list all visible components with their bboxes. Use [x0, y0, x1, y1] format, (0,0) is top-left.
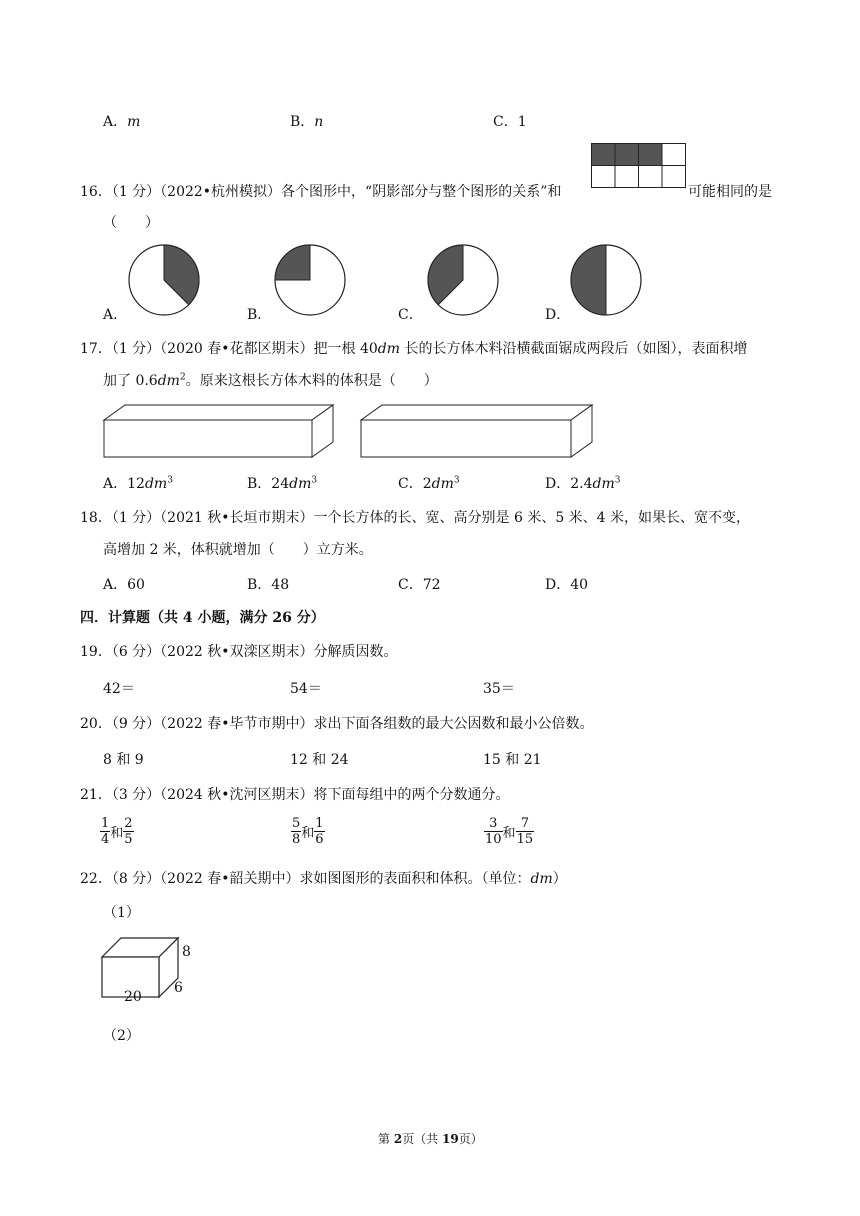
q16-pie-d [570, 244, 644, 318]
reference-bar-cell [615, 144, 639, 166]
reference-bar-cell [639, 166, 663, 188]
reference-bar-cell [639, 144, 663, 166]
q22-dim-height: 8 [182, 944, 191, 960]
q15-option-a: A．m [103, 114, 141, 130]
section-heading: 四．计算题（共 4 小题，满分 26 分） [80, 610, 325, 626]
q22-part2-label: （2） [103, 1028, 140, 1044]
q17-option-d: D．$2.4dm^3$ [545, 475, 621, 492]
q22-dim-length: 20 [124, 989, 142, 1005]
q16-option-b-label: B． [247, 307, 272, 323]
q18-line2: 高增加 2 米，体积就增加（ ）立方米。 [103, 542, 373, 558]
q21-pair-3: $\frac{3}{10}$ 和 $\frac{7}{15}$ [485, 816, 534, 847]
q22-dim-width: 6 [174, 980, 183, 996]
q16-stem-tail: 可能相同的是 [688, 184, 772, 200]
q19-item-2: 54＝ [290, 681, 322, 697]
reference-bar-cell [662, 144, 686, 166]
pie-shaded-sector [571, 245, 606, 315]
reference-bar-cell [662, 166, 686, 188]
q18-option-d: D．40 [545, 577, 589, 593]
reference-bar-cell [592, 166, 616, 188]
q16-stem: 16．（1 分）（2022•杭州模拟）各个图形中，“阴影部分与整个图形的关系”和 [80, 184, 562, 200]
q20-item-1: 8 和 9 [103, 752, 144, 768]
q19-stem: 19．（6 分）（2022 秋•双滦区期末）分解质因数。 [80, 644, 398, 660]
q16-option-d-label: D． [545, 307, 571, 323]
q20-item-2: 12 和 24 [290, 752, 349, 768]
q16-pie-c [427, 244, 501, 318]
q16-option-c-label: C． [398, 307, 423, 323]
q18-line1: 18．（1 分）（2021 秋•长垣市期末）一个长方体的长、宽、高分别是 6 米、5 米、4 米，如果长、宽不变， [80, 510, 751, 526]
q18-option-c: C．72 [398, 577, 441, 593]
q16-option-a-label: A． [103, 307, 128, 323]
q17-line1: 17．（1 分）（2020 春•花都区期末）把一根 40dm 长的长方体木料沿横截面锯成两段后（如图），表面积增 [80, 341, 748, 357]
reference-bar-cell [592, 144, 616, 166]
pie-shaded-sector [275, 245, 310, 280]
reference-bar-cell [615, 166, 639, 188]
q15-option-c: C．1 [493, 114, 527, 130]
q17-wood-piece-left [103, 404, 335, 458]
q20-stem: 20．（9 分）（2022 春•毕节市期中）求出下面各组数的最大公因数和最小公倍数。 [80, 716, 594, 732]
q20-item-3: 15 和 21 [483, 752, 542, 768]
q21-pair-2: $\frac{5}{8}$ 和 $\frac{1}{6}$ [292, 816, 324, 847]
q21-stem: 21．（3 分）（2024 秋•沈河区期末）将下面每组中的两个分数通分。 [80, 787, 510, 803]
page-footer: 第 2页（共 19页） [378, 1132, 483, 1146]
q16-pie-b [274, 244, 348, 318]
q18-option-b: B．48 [247, 577, 290, 593]
q16-paren: （ ） [103, 215, 159, 231]
q22-part1-label: （1） [103, 905, 140, 921]
q17-option-a: A．$12dm^3$ [103, 475, 173, 492]
q19-item-3: 35＝ [483, 681, 515, 697]
q21-pair-1: $\frac{1}{4}$ 和 $\frac{2}{5}$ [101, 816, 133, 847]
q19-item-1: 42＝ [103, 681, 135, 697]
q17-wood-piece-right [360, 404, 594, 458]
q16-reference-bar [591, 143, 687, 189]
q17-option-b: B．$24dm^3$ [247, 475, 318, 492]
q17-option-c: C．$2dm^3$ [398, 475, 460, 492]
q17-line2: 加了 $0.6dm^2$。原来这根长方体木料的体积是（ ） [103, 372, 438, 389]
q22-stem: 22．（8 分）（2022 春•韶关期中）求如图图形的表面积和体积。（单位：dm） [80, 871, 567, 887]
q18-option-a: A．60 [103, 577, 145, 593]
q15-option-b: B．n [290, 114, 324, 130]
q16-pie-a [128, 244, 202, 318]
